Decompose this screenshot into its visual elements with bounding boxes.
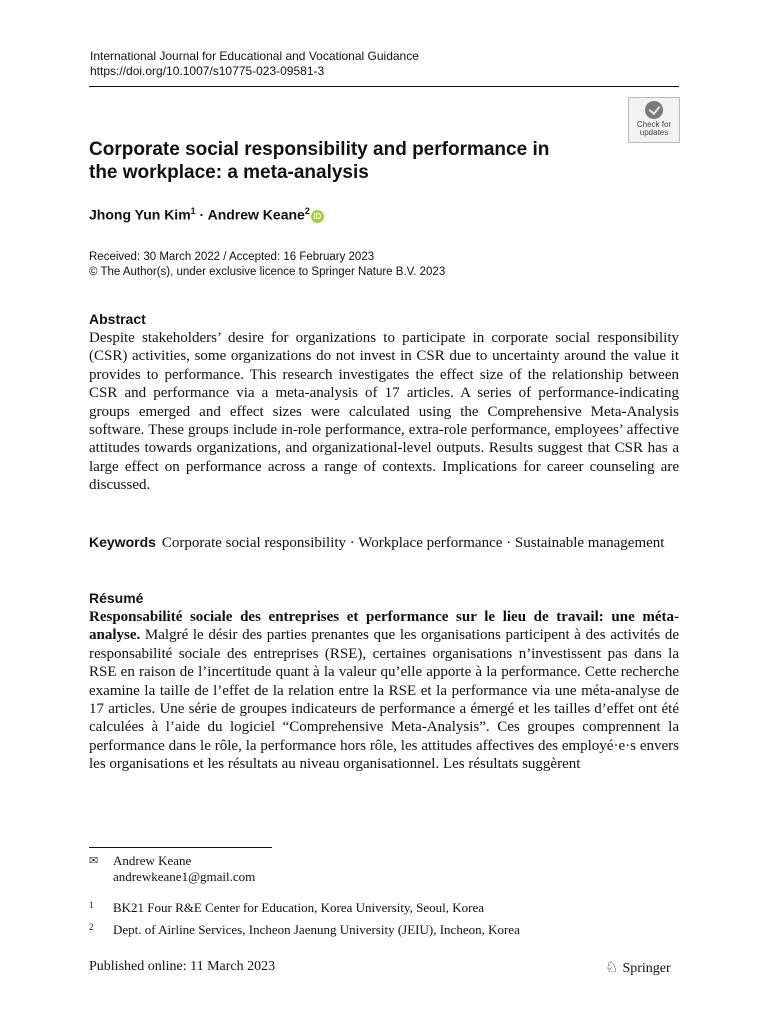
footnote-divider [89, 847, 272, 848]
article-title: Corporate social responsibility and performance in the workplace: a meta-analysis [89, 139, 550, 183]
affiliation [89, 919, 520, 938]
publisher-name: Springer [622, 961, 671, 976]
journal-header [90, 49, 419, 79]
check-for-updates-icon [645, 101, 663, 119]
resume-text [89, 608, 679, 774]
doi-link[interactable]: https://doi.org/10.1007/s10775-023-09581-3 [90, 64, 325, 78]
resume-title: Responsabilité sociale des entreprises et performance sur le lieu de travail: une méta-analyse. [89, 609, 679, 644]
journal-name: International Journal for Educational and Vocational Guidance [90, 49, 419, 63]
envelope-icon: ✉ [89, 854, 99, 867]
resume-heading: Résumé [89, 590, 144, 606]
orcid-icon[interactable]: iD [311, 210, 324, 223]
check-for-updates-badge[interactable] [628, 97, 680, 143]
affiliation-number: 1 [89, 900, 94, 910]
corresponding-author [89, 853, 255, 885]
affiliation [89, 897, 484, 916]
article-dates [89, 250, 445, 280]
springer-horse-icon: ♘ [605, 960, 619, 976]
keywords [89, 533, 679, 552]
affiliation-text: BK21 Four R&E Center for Education, Korea University, Seoul, Korea [113, 900, 485, 915]
author-separator: · [195, 206, 208, 223]
badge-label-2: updates [639, 128, 669, 137]
header-divider [89, 86, 679, 87]
author-list [89, 206, 324, 223]
author-name[interactable]: Andrew Keane [207, 206, 305, 223]
received-accepted: Received: 30 March 2022 / Accepted: 16 February 2023 [89, 251, 375, 263]
published-date: Published online: 11 March 2023 [89, 959, 276, 974]
copyright-notice: © The Author(s), under exclusive licence to Springer Nature B.V. 2023 [89, 266, 446, 278]
abstract-text: Despite stakeholders’ desire for organizations to participate in corporate social responsibility (CSR) activities, some organizations do not invest in CSR due to uncertainty around the value it provides to performance. This research investigates the effect size of the relationship between CSR and performance via a meta-analysis of 17 articles. A series of performance-indicating groups emerged and effect sizes were calculated using the Comprehensive Meta-Analysis software. These groups include in-role performance, extra-role performance, employees’ affective attitudes towards organizations, and organizational-level outputs. Results suggest that CSR has a large effect on performance across a range of contexts. Implications for career counseling are discussed. [89, 330, 679, 494]
abstract-heading: Abstract [89, 311, 146, 327]
author-name[interactable]: Jhong Yun Kim [89, 206, 191, 223]
affiliation-marker: 2 [304, 206, 310, 216]
corresponding-email[interactable]: andrewkeane1@gmail.com [113, 869, 256, 884]
keywords-label: Keywords [89, 534, 156, 550]
affiliation-marker: 1 [190, 206, 196, 216]
badge-label-1: Check for [636, 120, 672, 129]
affiliation-number: 2 [89, 922, 94, 932]
corresponding-name: Andrew Keane [113, 853, 192, 868]
affiliation-text: Dept. of Airline Services, Incheon Jaenung University (JEIU), Incheon, Korea [113, 922, 520, 937]
resume-body: Malgré le désir des parties prenantes que les organisations participent à des activités de responsabilité sociale des entreprises (RSE), certaines organisations n’investissent pas dans la RSE en raison de l’incertitude quant à la valeur qu’elle apporte à la performance. Cette recherche examine la taille de l’effet de la relation entre la RSE et la performance via une méta-analyse de 17 articles. Une série de groupes indicateurs de performance a émergé et les tailles d’effet ont été calculées à l’aide du logiciel “Comprehensive Meta-Analysis”. Ces groupes comprennent la performance dans le rôle, la performance hors rôle, les attitudes affectives des employé·e·s envers les organisations et les résultats au niveau organisationnel. Les résultats suggèrent [89, 627, 679, 773]
keywords-text: Corporate social responsibility · Workplace performance · Sustainable management [161, 535, 665, 551]
publisher-logo[interactable] [605, 958, 671, 977]
